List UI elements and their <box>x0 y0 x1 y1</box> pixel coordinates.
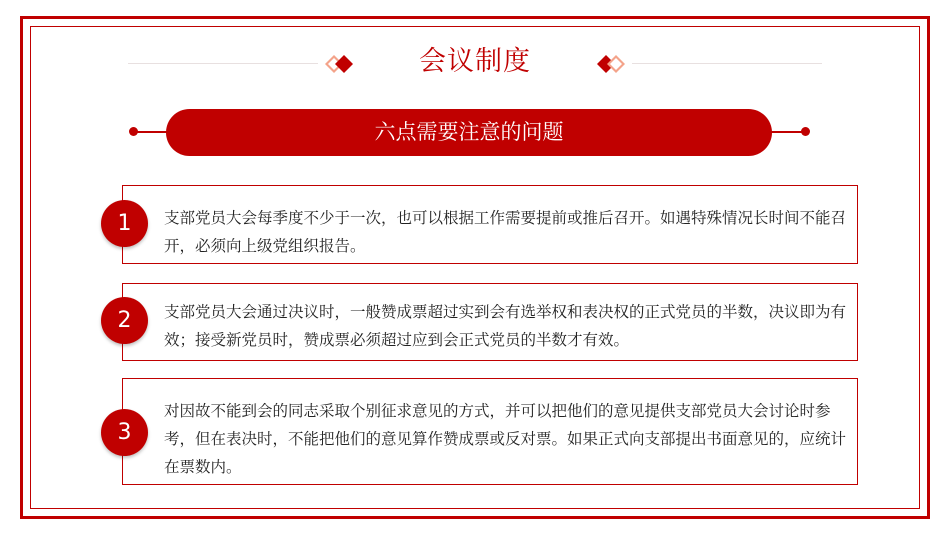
diamond-ornament-right-icon <box>596 54 626 74</box>
title-divider-right <box>632 63 822 64</box>
rule-text-1: 支部党员大会每季度不少于一次，也可以根据工作需要提前或推后召开。如遇特殊情况长时间不能召开，必须向上级党组织报告。 <box>164 209 847 255</box>
page-title: 会议制度 <box>419 46 531 77</box>
title-divider-left <box>128 63 318 64</box>
banner-dot-left <box>129 127 138 136</box>
section-banner: 六点需要注意的问题 <box>166 109 772 156</box>
rule-text-3: 对因故不能到会的同志采取个别征求意见的方式，并可以把他们的意见提供支部党员大会讨论时参考，但在表决时，不能把他们的意见算作赞成票或反对票。如果正式向支部提出书面意见的，应统计在票数内。 <box>164 402 847 476</box>
rule-number-badge-1: 1 <box>101 200 148 247</box>
rule-number-badge-3: 3 <box>101 409 148 456</box>
rule-number-badge-2: 2 <box>101 297 148 344</box>
rule-text-2: 支部党员大会通过决议时，一般赞成票超过实到会有选举权和表决权的正式党员的半数，决议即为有效；接受新党员时，赞成票必须超过应到会正式党员的半数才有效。 <box>164 303 847 349</box>
diamond-ornament-left-icon <box>325 54 355 74</box>
banner-dot-right <box>801 127 810 136</box>
